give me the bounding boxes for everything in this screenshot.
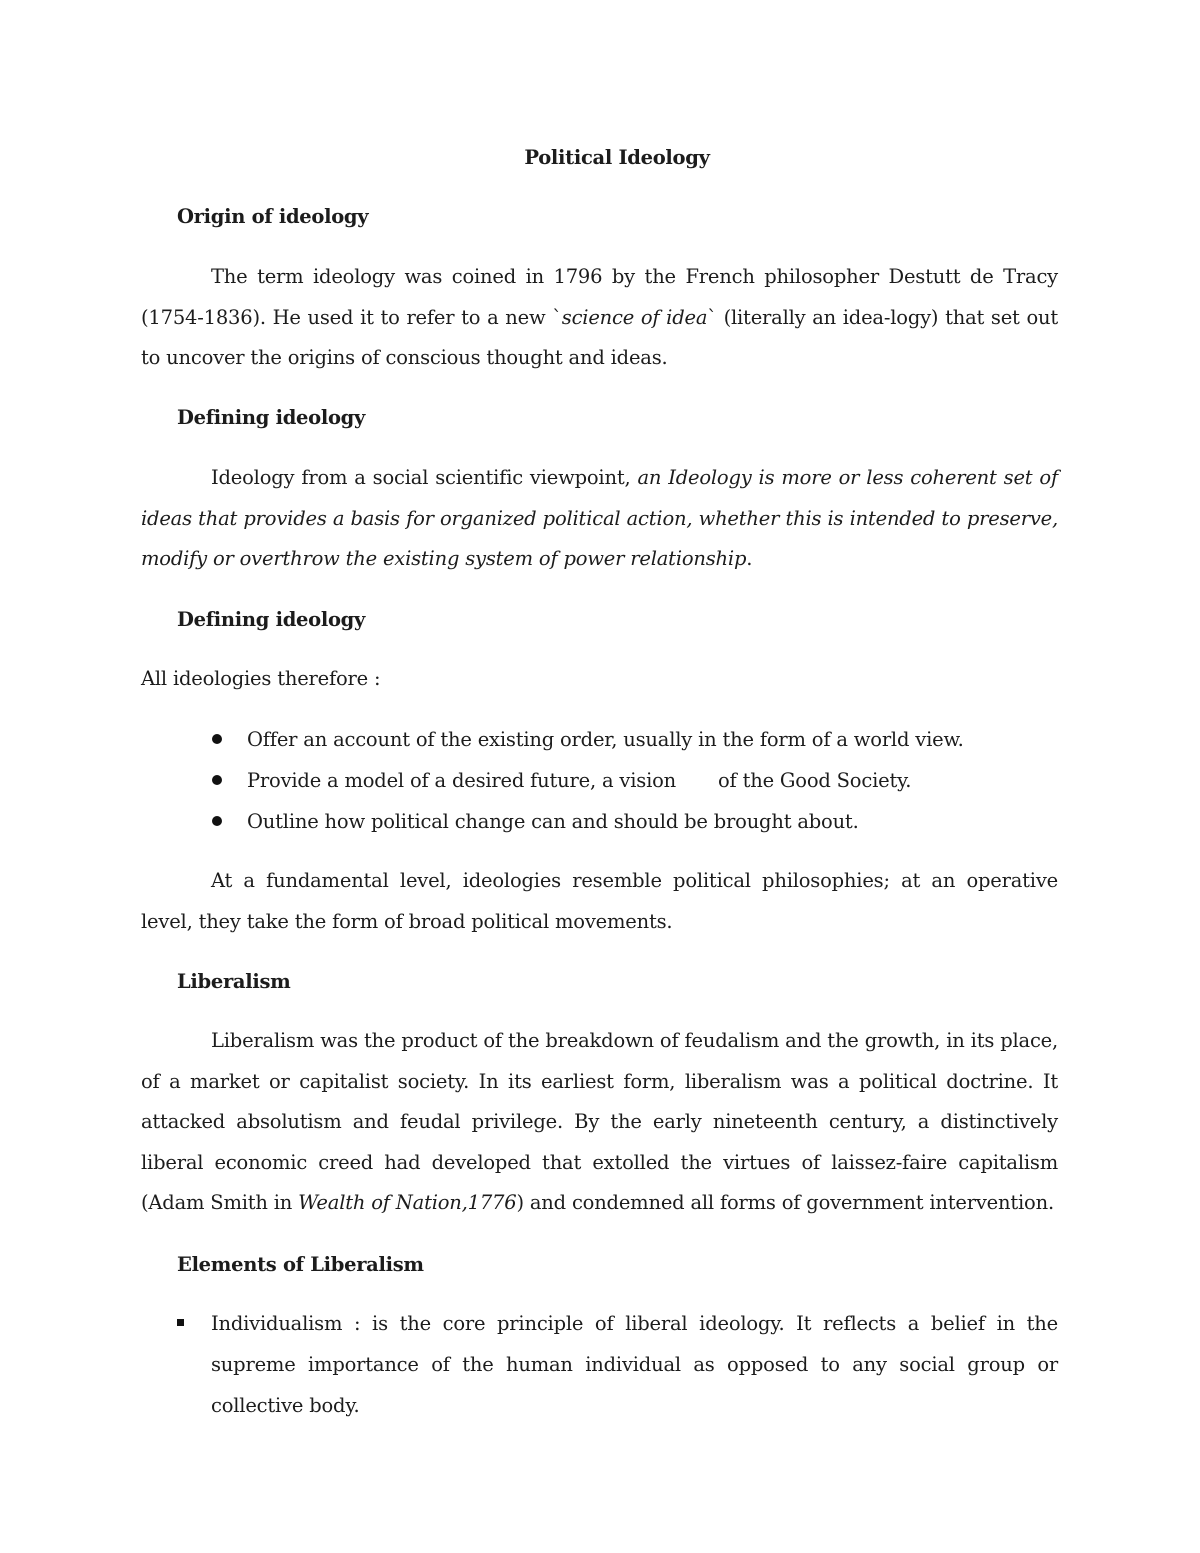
intro-all-ideologies bbox=[141, 659, 1058, 700]
paragraph-origin bbox=[141, 257, 1058, 379]
heading-elements-of-liberalism: Elements of Liberalism bbox=[177, 1253, 424, 1276]
bullet-text: of the Good Society. bbox=[718, 769, 912, 792]
liberalism-text-italic: Wealth of Nation,1776 bbox=[298, 1191, 517, 1214]
origin-text-italic: science of idea bbox=[561, 305, 708, 329]
bullet-item bbox=[141, 760, 1058, 801]
bullet-text: Outline how political change can and should be brought about. bbox=[247, 810, 859, 833]
paragraph-fundamental-level-text: At a fundamental level, ideologies resemble political philosophies; at an operative level, they take the form of broad political movements. bbox=[141, 869, 1058, 933]
paragraph-liberalism bbox=[141, 1021, 1058, 1224]
paragraph-liberalism-text bbox=[141, 1021, 1058, 1224]
heading-origin-of-ideology: Origin of ideology bbox=[177, 205, 369, 228]
liberalism-text-plain: Liberalism was the product of the breakdown of feudalism and the growth, in its place, of a market or capitalist society. In its earliest form, liberalism was a political doctrine. It attacked absolutism and feudal privilege. By the early nineteenth century, a distinctively liberal economic creed had developed that extolled the virtues of laissez-faire capitalism (Adam Smith in bbox=[141, 1029, 1058, 1214]
bullet-item bbox=[141, 801, 1058, 842]
paragraph-defining bbox=[141, 458, 1058, 580]
ideology-bullet-list bbox=[141, 719, 1058, 842]
paragraph-origin-text bbox=[141, 257, 1058, 379]
bullet-dot-icon bbox=[212, 775, 222, 785]
heading-liberalism: Liberalism bbox=[177, 970, 291, 993]
paragraph-defining-text bbox=[141, 458, 1058, 580]
defining-text-plain: Ideology from a social scientific viewpoint, bbox=[211, 466, 638, 489]
liberalism-elements-list bbox=[141, 1303, 1058, 1426]
element-text: Individualism : is the core principle of liberal ideology. It reflects a belief in the supreme importance of the human individual as opposed to any social group or collective body. bbox=[211, 1312, 1058, 1417]
intro-all-ideologies-text: All ideologies therefore : bbox=[141, 667, 381, 690]
heading-defining-ideology-1: Defining ideology bbox=[177, 406, 366, 429]
defining-text-end: . bbox=[746, 547, 753, 570]
origin-text-part1: The term ideology was coined in 1796 by the French philosopher Destutt de Tracy (1754-1836). He used it to refer to a new ` bbox=[141, 265, 1058, 329]
origin-text-part2: ` (literally an idea-logy) that set out to uncover the origins of conscious thought and ideas. bbox=[141, 305, 1058, 369]
paragraph-fundamental-level bbox=[141, 861, 1058, 942]
bullet-item bbox=[141, 719, 1058, 760]
document-title: Political Ideology bbox=[524, 146, 710, 169]
element-item bbox=[141, 1303, 1058, 1426]
defining-text-italic: an Ideology is more or less coherent set of ideas that provides a basis for organized political action, whether this is intended to preserve, modify or overthrow the existing system of power relationship bbox=[141, 466, 1058, 570]
bullet-text: Offer an account of the existing order, usually in the form of a world view. bbox=[247, 728, 964, 751]
heading-defining-ideology-2: Defining ideology bbox=[177, 608, 366, 631]
square-bullet-icon bbox=[177, 1319, 184, 1326]
bullet-dot-icon bbox=[212, 734, 222, 744]
liberalism-text-end: ) and condemned all forms of government intervention. bbox=[516, 1191, 1054, 1214]
bullet-dot-icon bbox=[212, 816, 222, 826]
bullet-text: Provide a model of a desired future, a vision bbox=[247, 769, 677, 792]
